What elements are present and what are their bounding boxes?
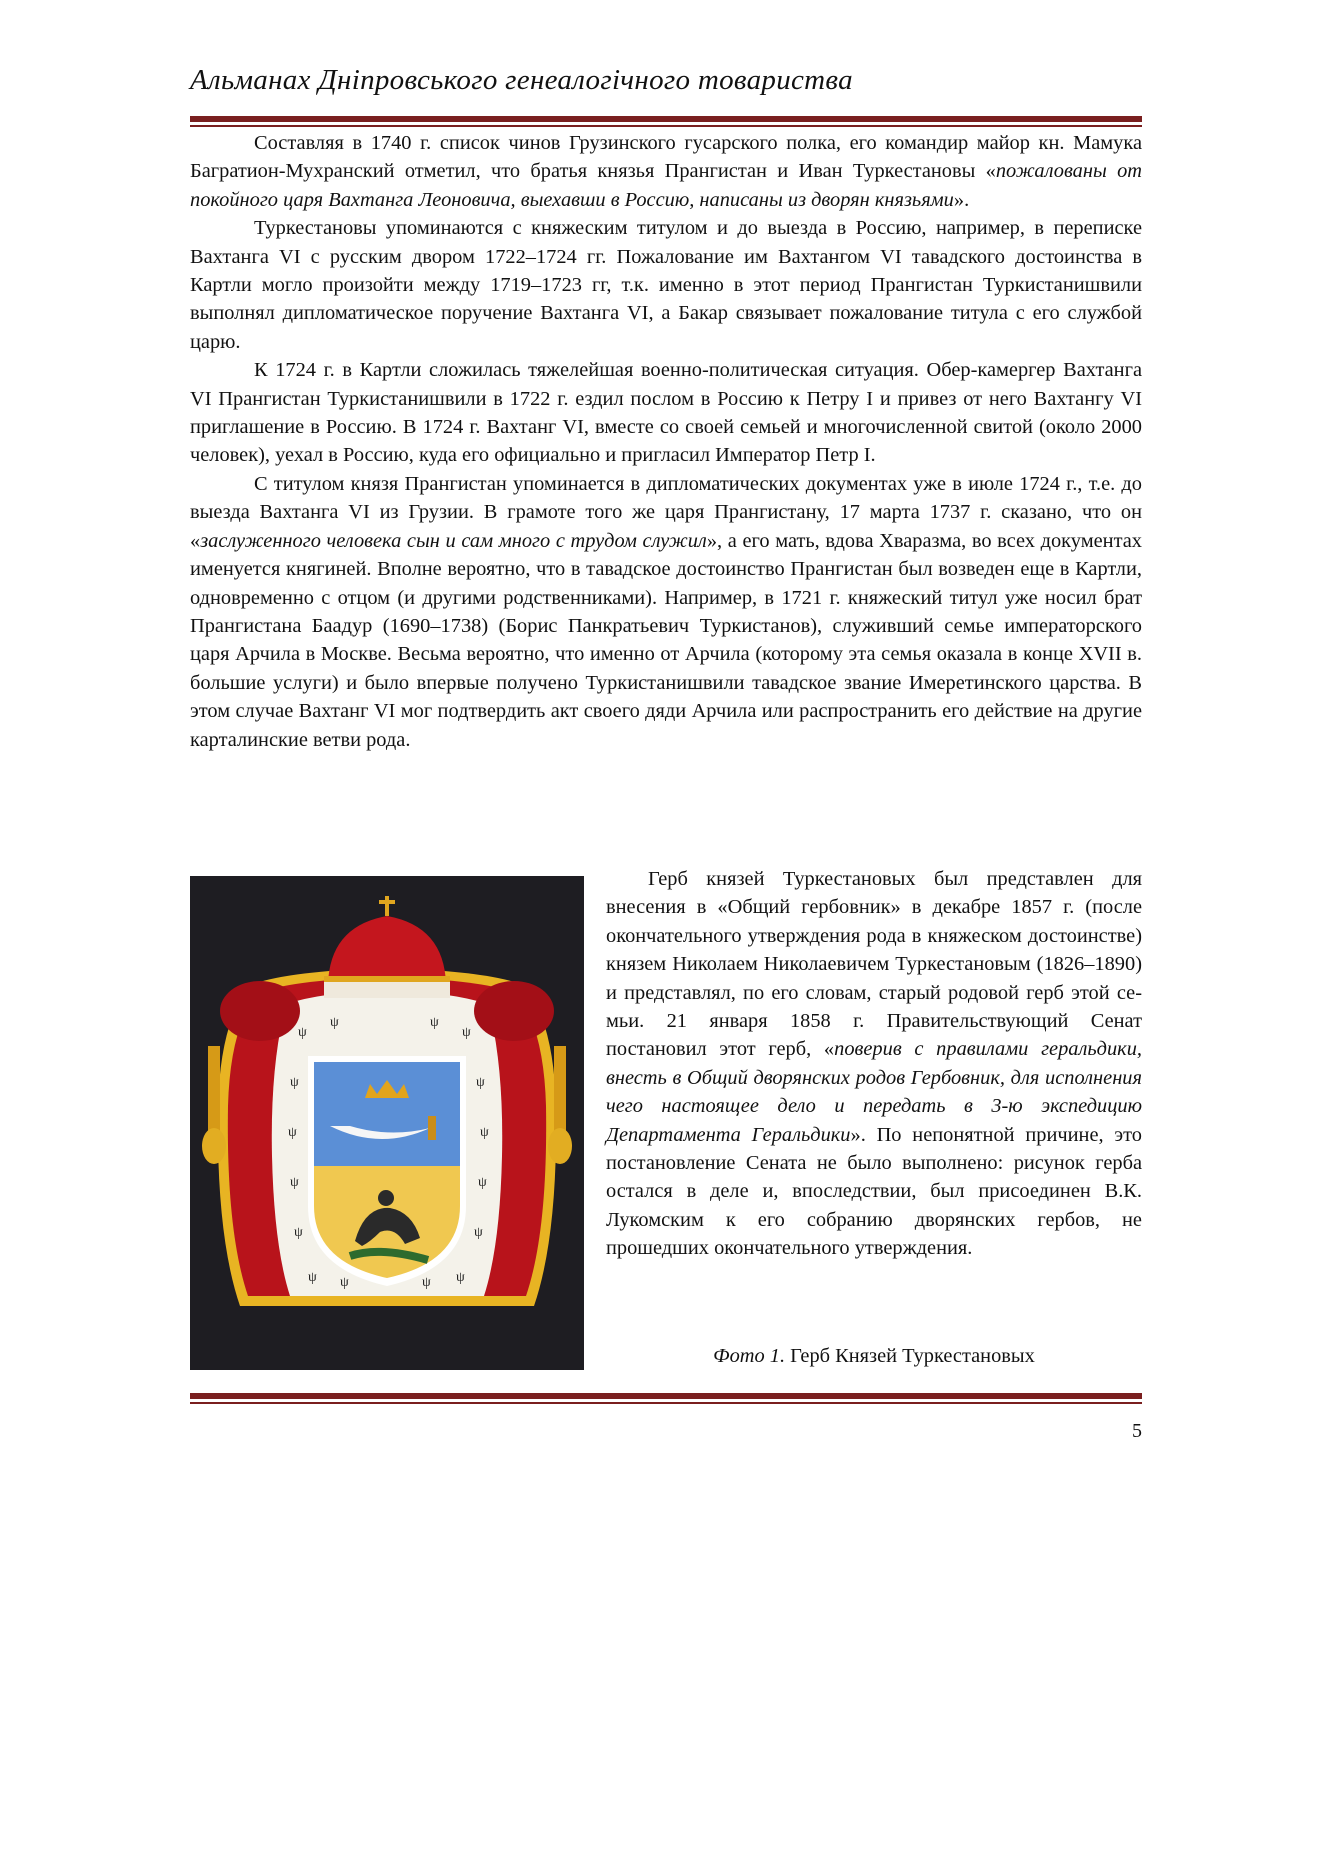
- svg-text:ψ: ψ: [330, 1015, 339, 1030]
- caption-label: Фото 1.: [713, 1345, 786, 1367]
- paragraph-3: К 1724 г. в Картли сложилась тяжелейшая военно-политическая ситуация. Обер-камергер Вахтанга VI Прангистан Туркистанишвили в 1722 г. ездил послом в Россию к Петру I и привез от него Вахтангу VI приглашение в Россию. В 1724 г. Вахтанг VI, вместе со своей семьей и многочисленной свитой (около 2000 человек), уехал в Россию, куда его официально и пригласил Император Петр I.: [190, 359, 1142, 467]
- svg-text:ψ: ψ: [478, 1175, 487, 1190]
- svg-text:ψ: ψ: [290, 1175, 299, 1190]
- paragraph-5: Герб князей Туркестановых был представлен для внесения в «Общий гербовник» в декабре 1857 г. (после окончательного утверждения рода в княжеском достоинстве) князем Николаем Николаевичем Туркестановым (1826–1890) и представлял, по его словам, старый родовой герб этой семьи. 21 января 1858 г. Правительствующий Сенат постановил этот герб, «поверив с правилами геральдики, внесть в Общий дворянских родов Гербовник, для исполнения чего настоящее дело и передать в 3-ю экспедицию Департамента Геральдики». По непонятной причине, это постановление Сената не было выполнено: рисунок герба остался в деле и, впоследствии, был присоединен В.К. Лукомским к его собранию дворянских гербов, не прошедших окончательного утверждения.: [606, 868, 1143, 1260]
- caption-text: Герб Князей Туркестановых: [785, 1345, 1035, 1367]
- svg-text:ψ: ψ: [456, 1270, 465, 1285]
- svg-text:ψ: ψ: [308, 1270, 317, 1285]
- quote-1: пожалованы от покойного царя Вахтанга Леоновича, выехавши в Россию, написаны из дворян князьями: [190, 160, 1142, 211]
- quote-3: поверив с правилами геральдики, внесть в Общий дворянских родов Гербовник, для исполнения чего настоящее дело и передать в 3-ю экспедицию Департамента Геральдики: [606, 1038, 1143, 1146]
- coat-of-arms-photo: [190, 876, 584, 1370]
- main-text: [190, 129, 1142, 754]
- svg-text:ψ: ψ: [340, 1275, 349, 1290]
- svg-text:ψ: ψ: [298, 1025, 307, 1040]
- coat-of-arms-image: [190, 876, 584, 1370]
- paragraph-1: Составляя в 1740 г. список чинов Грузинского гусарского полка, его командир майор кн. Мамука Багратион-Мухранский отметил, что братья князья Прангистан и Иван Туркестановы «пожалованы от покойного царя Вахтанга Леоновича, выехавши в Россию, написаны из дворян князьями».: [190, 132, 1142, 211]
- svg-text:ψ: ψ: [476, 1075, 485, 1090]
- svg-text:ψ: ψ: [422, 1275, 431, 1290]
- svg-text:ψ: ψ: [288, 1125, 297, 1140]
- page-number: 5: [1132, 1420, 1142, 1442]
- side-text: [606, 865, 1142, 1263]
- footer-rule: [190, 1393, 1142, 1404]
- quote-2: заслуженного человека сын и сам много с трудом служил: [200, 529, 707, 552]
- figure-caption: [606, 1345, 1142, 1368]
- svg-text:ψ: ψ: [474, 1225, 483, 1240]
- svg-text:ψ: ψ: [462, 1025, 471, 1040]
- svg-text:ψ: ψ: [430, 1015, 439, 1030]
- header-rule: [190, 116, 1142, 127]
- svg-text:ψ: ψ: [480, 1125, 489, 1140]
- svg-text:ψ: ψ: [290, 1075, 299, 1090]
- paragraph-2: Туркестановы упоминаются с княжеским титулом и до выезда в Россию, например, в переписке Вахтанга VI с русским двором 1722–1724 гг. Пожалование им Вахтангом VI тавадского достоинства в Картли могло произойти между 1719–1723 гг, т.к. именно в этот период Прангистан Туркистанишвили выполнял дипломатическое поручение Вахтанга VI, а Бакар связывает пожалование титула с его службой царю.: [190, 217, 1142, 353]
- paragraph-4: С титулом князя Прангистан упоминается в дипломатических документах уже в июле 1724 г., т.е. до выезда Вахтанга VI из Грузии. В грамоте того же царя Прангистану, 17 марта 1737 г. сказано, что он «заслуженного человека сын и сам много с трудом служил», а его мать, вдова Хваразма, во всех документах именуется княгиней. Вполне вероятно, что в тавадское достоинство Прангистан был возведен еще в Картли, одновременно с отцом (и другими родственниками). Например, в 1721 г. княжеский титул уже носил брат Прангистана Баадур (1690–1738) (Борис Панкратьевич Туркистанов), служивший семье императорского царя Арчила в Москве. Весьма вероятно, что именно от Арчила (которому эта семья оказала в конце XVII в. большие услуги) и было впервые получено Туркистанишвили тавадское звание Имеретинского царства. В этом случае Вахтанг VI мог подтвердить акт своего дяди Арчила или распространить его действие на другие карталинские ветви рода.: [190, 472, 1142, 751]
- running-header-title: Альманах Дніпровського генеалогічного товариства: [190, 64, 853, 96]
- svg-text:ψ: ψ: [294, 1225, 303, 1240]
